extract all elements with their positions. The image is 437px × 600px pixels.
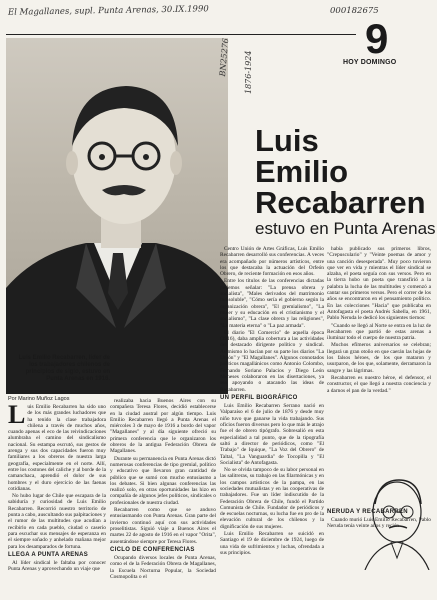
paragraph: Durante su permanencia en Punta Arenas dictó numerosas conferencias de tipo gremial, político y educativo que llevaron gran cantidad de público que se sumó con mucho entusiasmo a los debates. Si bien algunas conferencias las realizó solo, en otras oportunidades las hizo en compañía de algunos jefes políticos, sindicales o profesionales de nuestra ciudad.	[110, 455, 216, 506]
handwritten-source-note: El Magallanes, supl. Punta Arenas, 30.IX.1990	[7, 4, 209, 18]
paragraph: Recabarren como que se anduvo entusiasmando con Punta Arenas. Gran parte del invierno continuó aquí con sus actividades proselitistas. Siguió viaje a Buenos Aires el martes 22 de agosto de 1916 en el vapor "Orita", ausentándose siempre por Teresa Flores.	[110, 507, 216, 545]
paragraph: Luis Emilio Recabarren Serrano nació en Valparaíso el 6 de julio de 1876 y desde muy niño tuvo que ganarse la vida trabajando. Sus oficios fueron diversos pero lo que más le atrajo fue el de obrero tipógrafo. Sobresalió en esta especialidad a tal punto, que de la tipografía saltó a director de periódicos, como "El Trabajo" de Iquique, "La Voz del Obrero" de Taltal, "La Vanguardia" de Tocopilla y "El Socialista" de Antofagasta.	[220, 403, 324, 466]
portrait-sketch	[355, 470, 435, 570]
section-heading: CICLO DE CONFERENCIAS	[110, 546, 195, 553]
text-column-2	[110, 398, 216, 596]
paragraph: El diario "El Comercio" de aquella época (1916), daba amplia cobertura a las actividades del destacado dirigente político y sindical. Asimismo lo hacían por su parte los diarios "La Unión" y "El Magallanes". Algunos connotados políticos magallánicos como Antonio Colombo, Fernando Soriano Palacios y Diego León Meneses colaboraron en las disertaciones, ya sea apoyando o atacando las ideas de Recabarren.	[220, 329, 324, 393]
portrait-photo	[6, 37, 231, 394]
article-subtitle: estuvo en Punta Arenas	[255, 219, 436, 238]
paragraph: No se olvida tampoco de su labor personal en las salitreras, su trabajo en las filarmónicas y en los campos artísticos de la pampa, en las sociedades mutualistas y en las cooperativas de trabajadores. Fue un líder indiscutido de la Federación Obrera de Chile, fundó el Partido Comunista de Chile. Fundador de periódicos y de escuelas nocturnas, su lucha fue en pro de la elevación cultural de los chilenos y la dignificación de sus mujeres.	[220, 467, 324, 530]
text-column-1	[8, 404, 106, 596]
paragraph: uis Emilio Recabarren ha sido uno de los más grandes luchadores que ha tenido la clase trabajadora chilena a través de muchos años, cuando apenas el eco de las reivindicaciones alumbraba el camino del sindicalismo nacional. Su estampa escrutó, sus gestos de arenga y sus dos capacidades fueron muy familiares a los obreros de nuestra larga geografía, especialmente en el norte. Allí, entre los costones del caliche y al borde de la camanchaca, aprendió el dolor de sus hombres y el duro ejercicio de las faenas cotidianas.	[8, 404, 106, 492]
paragraph: Muchos efímeros aniversarios se celebran; llegará un gran otoño en que caerán las hojas de los falsos héroes, de los que mataron y usurparon, de los que, solamente, derramaron la sangre y las lágrimas.	[327, 342, 431, 374]
handwritten-reference-note: BN25276	[218, 37, 231, 77]
title-line: Recabarren	[255, 185, 426, 220]
paragraph: Al líder sindical le faltaba por conocer Punta Arenas y aprovechando un viaje que	[8, 560, 106, 573]
paragraph: Recabarren es nuestro héroe, el defensor, el constructor, el que llegó a nuestra conciencia y a darnos el pan de la verdad."	[327, 374, 431, 394]
section-heading: NERUDA Y RECABARREN	[327, 508, 408, 515]
section-label: HOY DOMINGO	[343, 59, 397, 66]
page-number: 9	[365, 15, 389, 62]
archive-code: 000182675	[330, 6, 379, 16]
text-column-3	[220, 246, 324, 596]
paragraph: Ocupando diversos locales de Punta Arenas, como el de la Federación Obrera de Magallanes, la Escuela Nocturna Popular, la Sociedad Cosmopolita o el	[110, 555, 216, 581]
header-rule	[6, 34, 356, 35]
byline: Por Marino Muñoz Lagos	[8, 396, 70, 402]
paragraph: realizaba hacia Buenos Aires con su compañera Teresa Flores, decidió establecerse en la ciudad austral por algún tiempo. Luis Emilio Recabarren llegó a Punta Arenas el miércoles 3 de mayo de 1916 a bordo del vapor "Magallanes" y al día siguiente ofreció su primera conferencia que le organizaron los obreros de la antigua Federación Obrera de Magallanes.	[110, 398, 216, 455]
article-title	[255, 125, 425, 218]
paragraph: Luis Emilio Recabarren se suicidó en Santiago el 19 de diciembre de 1924, luego de una vida de sufrimientos y luchas, ofrendada a sus principios.	[220, 531, 324, 556]
drop-cap: L	[8, 404, 26, 429]
paragraph: había publicado sus primeros libros, "Crepusculario" y "Veinte poemas de amor y una canción desesperada". Muy poco tuvieron que ver en vida y mientras el líder sindical se alzaba, el poeta seguía con sus versos. Pero en la tierra hubo un poeta que transfirió a la palabra la lucha de las multitudes y comenzó a cantar sus primeros versos. Pero el correr de los años se encontraron en el pensamiento político. En las colecciones "Hacia" que publicaba en Antofagasta el poeta Andrés Sabella, en 1961, Pablo Neruda le dedicó los siguientes tiernos:	[327, 246, 431, 322]
handwritten-years-note: 1876-1924	[244, 50, 253, 94]
paragraph: Centro Unión de Artes Gráficas, Luis Emilio Recabarren desarrolló sus conferencias. A veces era acompañado por números artísticos, entre los que destacaba la actuación del Orfeón Obrero, de reciente formación en esos años.	[220, 246, 324, 278]
photo-caption: Luis Emilio Recabarren, líder de los trabajadores chilenos de principios de siglo, estuvo en Punta Arenas en 1916.	[18, 355, 110, 382]
paragraph: No hubo lugar de Chile que escapara de la sabiduría y curiosidad de Luis Emilio Recabarren. Recorrió nuestro territorio de punta a cabo, auscultando sus palpitaciones y el rumor de las multitudes que acudían a recibirlo en cada pueblo, ciudad o caserío para escuchar sus mensajes de esperanza en el siempre soñado y anhelado mañana mejor para los desamparados de fortuna.	[8, 493, 106, 550]
paragraph: Entre los títulos de las conferencias dictadas podemos señalar: "La prensa obrera y socialista", "Males derivados del matrimonio indisoluble", "Cómo sería el gobierno según la organización obrera", "El gremialismo", "La mujer y su educación en el cristianismo y el socialismo", "La clase obrera y las religiones", "La materia eterna" o "La paz armada".	[220, 278, 324, 329]
title-line: Emilio	[255, 154, 349, 189]
section-heading: UN PERFIL BIOGRÁFICO	[220, 394, 298, 401]
paragraph: Cuando murió Luis Emilio Recabarren, Pablo Neruda tenía veinte años y recién	[327, 517, 431, 530]
section-heading: LLEGA A PUNTA ARENAS	[8, 551, 89, 558]
paragraph: "Cuando se llegó al Norte se entra en la luz de Recabarren que partió de estas arenas a iluminar todo el cuerpo de nuestra patria.	[327, 322, 431, 342]
portrait-illustration	[6, 37, 231, 394]
title-line: Luis	[255, 123, 319, 158]
